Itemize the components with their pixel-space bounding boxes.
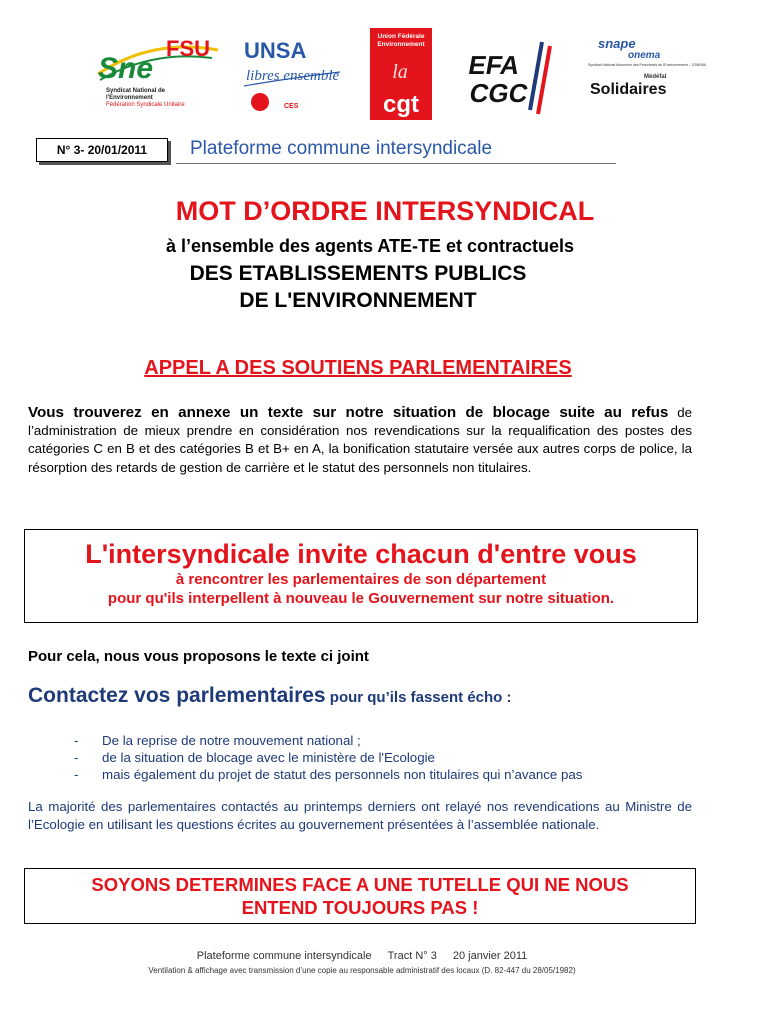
snape-sub: onema bbox=[628, 50, 661, 61]
contact-main: Contactez vos parlementaires bbox=[28, 684, 326, 707]
subtitle-line-2: DES ETABLISSEMENTS PUBLICS bbox=[189, 262, 527, 285]
contact-heading bbox=[28, 684, 511, 708]
cgt-logo bbox=[370, 28, 432, 120]
subtitle-line-3: DE L'ENVIRONNEMENT bbox=[239, 289, 477, 312]
list-item: - de la situation de blocage avec le ministère de l'Ecologie bbox=[74, 749, 582, 766]
bullet-list bbox=[74, 732, 582, 783]
determination-line-1: SOYONS DETERMINES FACE A UNE TUTELLE QUI NE NOUS bbox=[91, 874, 629, 895]
footer-info bbox=[0, 950, 724, 962]
cgt-top-1: Union Fédérale bbox=[377, 33, 425, 40]
intro-paragraph bbox=[28, 404, 692, 477]
invitation-headline: L'intersyndicale invite chacun d'entre vous bbox=[85, 539, 637, 569]
intro-rest: de l’administration de mieux prendre en considération nos revendications sur la requalification des postes des catégories C en B et des catégories B et B+ en A, la bonification statutaire versée aux autres corps de police, la résorption des retards de gestion de carrière et le statut des personnels non titulaires. bbox=[28, 405, 692, 475]
parliament-paragraph: La majorité des parlementaires contactés au printemps derniers ont relayé nos revendications au Ministre de l’Ecologie en utilisant les questions écrites au gouvernement présentées à l’assemblée nationale. bbox=[28, 799, 692, 832]
snape-text: snape bbox=[598, 36, 636, 51]
efa-text: EFA bbox=[466, 50, 523, 80]
cgt-text: cgt bbox=[383, 91, 419, 118]
unsa-script: libres ensemble bbox=[246, 68, 340, 84]
union-logos bbox=[92, 28, 707, 128]
appel-heading: APPEL A DES SOUTIENS PARLEMENTAIRES bbox=[144, 357, 572, 379]
sne-caption-2: l'Environnement bbox=[106, 95, 153, 101]
issue-number-box: N° 3- 20/01/2011 bbox=[36, 138, 168, 162]
plateforme-heading: Plateforme commune intersyndicale bbox=[190, 138, 493, 159]
determination-box bbox=[24, 868, 696, 924]
snape-small: Syndicat National Autonome des Personnels de l'Environnement – l'ONEMA bbox=[588, 63, 707, 67]
footer-tract: Tract N° 3 bbox=[387, 950, 437, 962]
proposal-text: Pour cela, nous vous proposons le texte ci joint bbox=[28, 648, 369, 665]
determination-line-2: ENTEND TOUJOURS PAS ! bbox=[241, 897, 479, 918]
snape-solidaires-logo bbox=[584, 34, 707, 114]
intro-lead: Vous trouverez en annexe un texte sur notre situation de blocage suite au refus bbox=[28, 404, 669, 421]
subtitle-establishments bbox=[0, 260, 716, 314]
list-item: - De la reprise de notre mouvement national ; bbox=[74, 732, 582, 749]
efa-cgc-logo bbox=[466, 36, 552, 116]
unsa-ces-text: CES bbox=[284, 103, 299, 110]
cgt-top-2: Environnement bbox=[377, 41, 425, 48]
footer-plateforme: Plateforme commune intersyndicale bbox=[196, 950, 372, 962]
subtitle-audience: à l’ensemble des agents ATE-TE et contractuels bbox=[165, 236, 575, 256]
sne-caption-1: Syndicat National de bbox=[106, 88, 166, 94]
snape-medical: Médéfal bbox=[644, 74, 667, 80]
cgc-text: CGC bbox=[467, 78, 531, 108]
footer-ventilation: Ventilation & affichage avec transmission d’une copie au responsable administratif des locaux (D. 82-447 du 28/05/1982) bbox=[148, 966, 576, 975]
main-title: MOT D’ORDRE INTERSYNDICAL bbox=[175, 196, 595, 226]
invitation-line-2: pour qu'ils interpellent à nouveau le Gouvernement sur notre situation. bbox=[107, 590, 615, 607]
invitation-line-1: à rencontrer les parlementaires de son département bbox=[175, 571, 547, 588]
invitation-box bbox=[24, 529, 698, 623]
contact-tail: pour qu’ils fassent écho : bbox=[325, 689, 512, 706]
footer-date: 20 janvier 2011 bbox=[452, 950, 528, 962]
fsu-text: FSU bbox=[166, 36, 210, 61]
sne-text: Sne bbox=[98, 52, 154, 85]
unsa-logo bbox=[240, 32, 344, 122]
header-divider bbox=[176, 163, 616, 164]
unsa-ces-emblem bbox=[251, 93, 269, 111]
unsa-text: UNSA bbox=[244, 38, 307, 63]
list-item: - mais également du projet de statut des personnels non titulaires qui n’avance pas bbox=[74, 766, 582, 783]
sne-fsu-logo bbox=[92, 34, 224, 114]
solidaires-text: Solidaires bbox=[590, 81, 667, 98]
sne-caption-3: Fédération Syndicale Unitaire bbox=[106, 102, 185, 108]
cgt-la: la bbox=[392, 61, 408, 83]
